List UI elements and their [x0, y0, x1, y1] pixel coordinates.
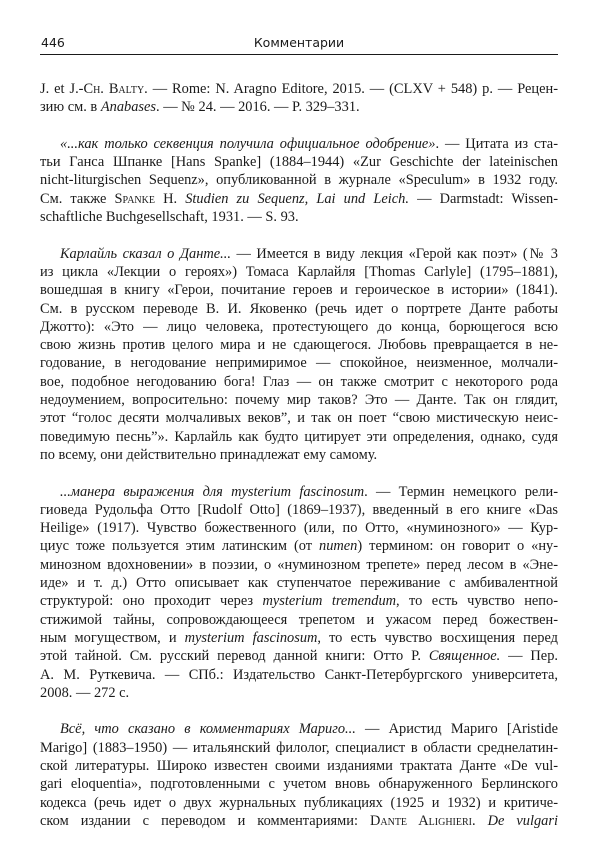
- page-number: 446: [41, 35, 65, 50]
- text-segment: по всему, они действительно принадлежат ему самому.: [40, 446, 378, 463]
- text-line: [40, 354, 558, 372]
- text-line: [40, 592, 558, 610]
- text-segment: минозном вдохновении» в поэзии, о «нуминозном трепете» перед лесом в «Эне-: [40, 556, 558, 573]
- text-line: [40, 684, 558, 702]
- text-line: [40, 757, 558, 775]
- text-line: [40, 171, 558, 189]
- italic-text: Studien zu Sequenz, Lai und Leich.: [185, 190, 409, 207]
- text-line: [40, 501, 558, 519]
- text-line: [40, 135, 558, 153]
- text-line: [40, 336, 558, 354]
- text-segment: структурой: оно проходит через: [40, 593, 263, 610]
- text-segment: [476, 813, 488, 829]
- text-line: [40, 775, 558, 793]
- commentary-entry: [40, 245, 558, 465]
- text-line: [40, 373, 558, 391]
- text-segment: — Аристид Мариго [Aristide: [355, 721, 558, 738]
- italic-text: De vulgari: [487, 812, 558, 829]
- italic-text: mysterium tremendum: [262, 593, 397, 610]
- text-segment: свою жизнь против целого мира и не сдающегося. Любовь превращается в не-: [40, 337, 558, 354]
- text-segment: этот “голос десяти молчаливых веков”, и так он поет “свою мистическую неис-: [40, 410, 558, 427]
- text-segment: gari eloquentia», подготовленными с учетом вновь обнаруженного Берлинского: [40, 776, 558, 793]
- commentary-body: [40, 80, 558, 848]
- text-segment: , то есть чувство восхищения перед: [317, 629, 558, 646]
- text-segment: Джотто): «Это — лицо человека, протестующего до конца, борющегося всю: [40, 318, 558, 335]
- text-line: [40, 98, 558, 116]
- text-line: [40, 409, 558, 427]
- text-segment: иде» и т. д.) Отто описывает как ступенчатое переживание с амбивалентной: [40, 575, 558, 592]
- text-segment: , то есть чувство непо-: [396, 593, 558, 610]
- running-title: Комментарии: [253, 35, 345, 50]
- text-segment: 2008. — 272 с.: [40, 684, 130, 701]
- commentary-entry: [40, 720, 558, 830]
- text-line: [40, 208, 558, 226]
- commentary-entry: [40, 135, 558, 226]
- text-line: [40, 666, 558, 684]
- small-caps-author: Spanke H.: [114, 190, 178, 207]
- text-line: [40, 629, 558, 647]
- text-segment: ской литературы. Широко известен своими изданиями трактата Данте «De vul-: [40, 757, 558, 774]
- text-segment: [177, 191, 185, 207]
- text-line: [40, 739, 558, 757]
- text-segment: — Имеется в виду лекция «Герой как поэт» (№ 3: [230, 245, 558, 262]
- italic-text: Священное.: [428, 648, 501, 665]
- text-segment: ) термином: он говорит о «ну-: [357, 538, 559, 555]
- text-segment: Heilige» (1917). Чувство божественного (или, по Отто, «нуминозного» — Кур-: [40, 520, 558, 537]
- text-segment: кодекса (речь идет о двух журнальных публикациях (1925 и 1932) и критиче-: [40, 794, 558, 811]
- text-line: [40, 574, 558, 592]
- text-line: [40, 263, 558, 281]
- text-line: [40, 611, 558, 629]
- text-line: [40, 245, 558, 263]
- text-line: [40, 794, 558, 812]
- text-line: [40, 483, 558, 501]
- text-segment: ным могуществом, и: [40, 629, 185, 646]
- text-segment: вое, подобное негодованию бога! Глаз — он также смотрит с некоторого рода: [40, 373, 558, 390]
- text-segment: недоумением, вопросительно: почему мир таков? Это — Данте. Так он глядит,: [40, 392, 558, 409]
- italic-text: Anabases: [100, 99, 156, 116]
- text-segment: зию см. в: [40, 99, 101, 116]
- text-segment: поведимую песнь”». Карлайль как будто цитирует эти определения, однако, судя: [40, 428, 558, 445]
- text-line: [40, 812, 558, 830]
- text-segment: J. et J.-: [40, 81, 84, 97]
- small-caps-author: Dante Alighieri.: [369, 812, 476, 829]
- text-line: [40, 300, 558, 318]
- text-line: [40, 537, 558, 555]
- text-segment: Marigo] (1883–1950) — итальянский филолог, специалист в области среднелатин-: [40, 739, 558, 756]
- text-line: [40, 153, 558, 171]
- text-segment: См. в русском переводе В. И. Яковенко (речь идет о портрете Данте работы: [40, 300, 558, 317]
- italic-text: Карлайль сказал о Данте...: [60, 245, 231, 262]
- italic-text: «...как только секвенция получила официальное одобрение»: [60, 135, 436, 152]
- text-segment: А. М. Руткевича. — СПб.: Издательство Санкт-Петербургского университета,: [40, 666, 558, 683]
- text-segment: тьи Ганса Шпанке [Hans Spanke] (1884–1944) «Zur Geschichte der lateinischen: [40, 154, 558, 171]
- italic-text: mysterium fascinosum: [184, 629, 318, 646]
- text-line: [40, 720, 558, 738]
- text-line: [40, 80, 558, 98]
- text-segment: гиоведа Рудольфа Отто [Rudolf Otto] (1869–1937), введенный в его книге «Das: [40, 501, 558, 518]
- text-segment: . — Rome: N. Aragno Editore, 2015. — (CLXV + 548) p. — Рецен-: [144, 81, 559, 97]
- text-line: [40, 556, 558, 574]
- text-segment: из цикла «Лекции о героях») Томаса Карлайля [Thomas Carlyle] (1795–1881),: [40, 263, 558, 280]
- commentary-entry: [40, 80, 558, 117]
- running-header: [40, 34, 558, 55]
- text-line: [40, 519, 558, 537]
- text-line: [40, 647, 558, 665]
- text-segment: См. также: [40, 190, 115, 207]
- text-segment: schaftliche Buchgesellschaft, 1931. — S. 93.: [40, 209, 299, 226]
- text-segment: этой тайной. См. русский перевод данной книги: Отто Р.: [40, 648, 429, 665]
- text-line: [40, 391, 558, 409]
- text-segment: . — Цитата из ста-: [435, 135, 558, 152]
- text-segment: — Darmstadt: Wissen-: [408, 190, 558, 207]
- text-segment: годование, в негодование непримиримое — спокойное, неизменное, молчали-: [40, 355, 558, 372]
- italic-text: Всё, что сказано в комментариях Мариго...: [60, 721, 356, 738]
- text-segment: nicht-liturgischen Sequenz», опубликованной в журнале «Speculum» в 1932 году.: [40, 172, 558, 189]
- text-segment: стижимой тайны, сопровождающееся трепетом и ужасом перед божествен-: [40, 611, 558, 628]
- text-segment: — Пер.: [500, 648, 558, 665]
- text-segment: . — № 24. — 2016. — P. 329–331.: [156, 99, 360, 116]
- text-line: [40, 190, 558, 208]
- italic-text: ...манера выражения для mysterium fascinosum: [60, 483, 365, 500]
- text-line: [40, 446, 558, 464]
- text-segment: циус тоже пользуется этим латинским (от: [40, 538, 320, 555]
- text-line: [40, 428, 558, 446]
- text-segment: ском издании с переводом и комментариями:: [40, 812, 370, 829]
- text-segment: . — Термин немецкого рели-: [364, 483, 558, 500]
- text-segment: вошедшая в книгу «Герои, почитание героев и героическое в истории» (1841).: [40, 282, 558, 299]
- text-line: [40, 281, 558, 299]
- small-caps-author: Ch. Balty: [83, 81, 145, 97]
- commentary-entry: [40, 483, 558, 703]
- text-line: [40, 318, 558, 336]
- italic-text: numen: [319, 538, 358, 555]
